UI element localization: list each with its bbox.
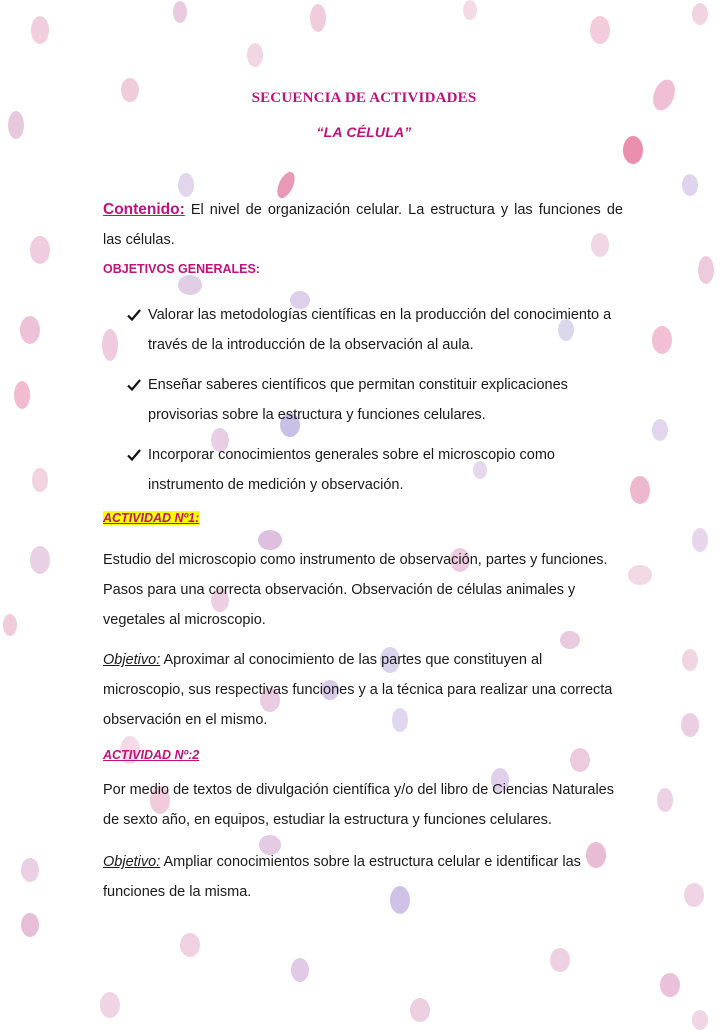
objetivo-label: Objetivo:	[103, 854, 161, 870]
objetivos-generales-heading: OBJETIVOS GENERALES:	[103, 262, 260, 276]
objetivo-text: Ampliar conocimientos sobre la estructura celular e identificar las funciones de la misma.	[103, 854, 581, 900]
actividad-1-description: Estudio del microscopio como instrumento de observación, partes y funciones. Pasos para una correcta observación. Observación de células animales y vegetales al microscopio.	[103, 552, 608, 628]
checkmark-icon	[126, 440, 142, 474]
objective-item	[126, 300, 626, 360]
actividad-2-objetivo	[103, 847, 623, 907]
objetivo-text: Aproximar al conocimiento de las partes que constituyen al microscopio, sus respectivas funciones y a la técnica para realizar una correcta observación en el mismo.	[103, 652, 613, 728]
checkmark-icon	[126, 300, 142, 334]
objective-item	[126, 370, 626, 430]
actividad-1-heading	[103, 511, 199, 525]
objetivo-label: Objetivo:	[103, 652, 161, 668]
contenido-paragraph	[103, 195, 623, 255]
objective-item	[126, 440, 626, 500]
objective-text: Valorar las metodologías científicas en la producción del conocimiento a través de la introducción de la observación al aula.	[148, 307, 612, 353]
document-title: SECUENCIA DE ACTIVIDADES	[251, 90, 477, 106]
contenido-label: Contenido:	[103, 201, 185, 218]
actividad-1-objetivo	[103, 645, 623, 735]
contenido-text: El nivel de organización celular. La estructura y las funciones de las células.	[103, 202, 623, 248]
actividad-2-description: Por medio de textos de divulgación científica y/o del libro de Ciencias Naturales de sexto año, en equipos, estudiar la estructura y funciones celulares.	[103, 782, 614, 828]
objective-text: Enseñar saberes científicos que permitan constituir explicaciones provisorias sobre la estructura y funciones celulares.	[148, 377, 568, 423]
actividad-1-label: ACTIVIDAD Nº1:	[103, 511, 200, 525]
actividad-2-heading: ACTIVIDAD Nº:2	[103, 748, 200, 762]
objective-text: Incorporar conocimientos generales sobre el microscopio como instrumento de medición y observación.	[148, 447, 555, 493]
checkmark-icon	[126, 370, 142, 404]
document-subtitle: “LA CÉLULA”	[316, 124, 412, 140]
